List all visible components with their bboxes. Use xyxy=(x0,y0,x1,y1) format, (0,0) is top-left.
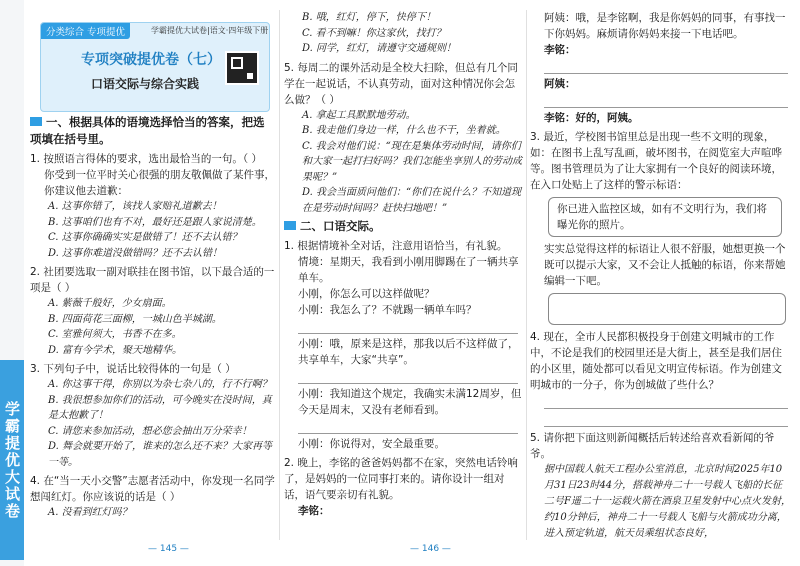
question-5: 5. 每周二的课外活动是全校大扫除，但总有几个同学在一起说话，不认真劳动，面对这种情况你会怎么做？（ ） A. 拿起工具默默地劳动。 B. 我走他们身边一样，什么也不干，坐着就。 C. 我会对他们说：“现在是集体劳动时间，请你们和大家一起打扫好吗？我们怎能坐享别人的劳动成果呢？” D. 我会当面质问他们：“你们在说什么？不知道现在是劳动时间吗？赶快扫地吧！” xyxy=(284,61,522,214)
page-number-right: — 146 — xyxy=(410,544,451,554)
column-divider xyxy=(526,10,527,540)
answer-line[interactable] xyxy=(298,318,518,334)
section-heading: 二、口语交际。 xyxy=(284,218,522,235)
answer-line[interactable] xyxy=(544,58,788,74)
oral-question-2: 2. 晚上，李铭的爸爸妈妈都不在家，突然电话铃响了，是妈妈的一位同事打来的。请你设计一组对话，语气要亲切有礼貌。 李铭： xyxy=(284,457,518,517)
category-tag: 分类综合 专项提优 xyxy=(41,23,130,39)
oral-question-1: 1. 根据情境补全对话，注意用语恰当，有礼貌。 情境：星期天，我看到小刚用脚踢在了一辆共享单车。 小刚，你怎么可以这样做呢？ 小刚：我怎么了？不就踢一辆单车吗？ 小刚：哦，原来是这样，那我以后不这样做了，共享单车，大家“共享”。 小刚：我知道这个规定，我确实未满12周岁，但今天是周末，又没有老师看到。 小刚：你说得对，安全最重要。 xyxy=(284,240,522,450)
header-box xyxy=(40,22,270,112)
answer-line[interactable] xyxy=(298,368,518,384)
page-number-left: — 145 — xyxy=(148,544,189,554)
spine xyxy=(0,0,24,566)
warning-sign-box: 你已进入监控区域，如有不文明行为，我们将曝光你的照片。 xyxy=(548,197,782,237)
answer-line[interactable] xyxy=(544,393,788,409)
column-2: B. 哦，红灯，停下，快停下！ C. 看不到嘛！你这家伙，找打？ D. 同学，红灯，请遵守交通规则！ 5. 每周二的课外活动是全校大扫除，但总有几个同学在一起说话，不认真劳动，面对这种情况你会怎么做？（ ） A. 拿起工具默默地劳动。 B. 我走他们身边一样，什么也不干，坐着就。 C. 我会对他们说：“现在是集体劳动时间，请你们和大家一起打扫好吗？我们怎能坐享别人的劳动成果呢？” D. 我会当面质问他们：“你们在说什么？不知道现在是劳动时间吗？赶快扫地吧！” 二、口语交际。 1. 根据情境补全对话，注意用语恰当，有礼貌。 情境：星期天，我看到小刚用脚踢在了一辆共享单车。 小刚，你怎么可以这样做呢？ 小刚：我怎么了？不就踢一辆单车吗？ 小刚：哦，原来是这样，那我以后不这样做了，共享单车，大家“共享”。 小刚：我知道这个规定，我确实未满12周岁，但今天是周末，又没有老师看到。 小刚：你说得对，安全最重要。 2. 晚上，李铭的爸爸妈妈都不在家，突然电话铃响了，是妈妈的一位同事打来的。请你设计一组对话，语气要亲切有礼貌。 李铭： xyxy=(284,12,522,517)
series-label: 学霸提优大试卷|语文·四年级下册 xyxy=(151,26,269,35)
news-passage: 据中国载人航天工程办公室消息，北京时间2025年10月31日23时44分，搭载神舟二十一号载人飞船的长征二号F遥二十一运载火箭在酒泉卫星发射中心点火发射，约10分钟后，神舟二十一号载人飞船与火箭成功分离，进入预定轨道，航天员乘组状态良好， xyxy=(544,464,791,539)
spine-banner: 学霸提优大试卷 xyxy=(0,360,24,560)
question-3: 3. 最近，学校图书馆里总是出现一些不文明的现象，如：在图书上乱写乱画，破坏图书，在阅览室大声喧哗等。图书管理员为了让大家拥有一个良好的阅读环境，在入口处贴上了这样的警示标语： 你已进入监控区域，如有不文明行为，我们将曝光你的照片。 实实总觉得这样的标语让人很不舒服，她想更换一个既可以提示大家，又不会让人抵触的标语，你来帮她编辑一下吧。 xyxy=(530,129,792,325)
page-title: 专项突破提优卷（七） xyxy=(81,52,221,68)
question-3: 3. 下列句子中，说话比较得体的一句是（ ） A. 你这事干得，你别以为杂七杂八的，行不行啊？ B. 我很想参加你们的活动，可今晚实在没时间，真是太抱歉了！ C. 请您来参加活动，想必您会抽出万分荣幸！ D. 舞会就要开始了，谁来的怎么还不来？大家再等一等。 xyxy=(30,363,273,468)
question-4: 4. 现在，全市人民都积极投身于创建文明城市的工作中，不论是我们的校园里还是大街上，甚至是我们居住的小区里，随处都可以看见文明宣传标语。作为创建文明城市的一分子，你为创城做了些什么？ xyxy=(530,329,792,427)
answer-line[interactable] xyxy=(298,418,518,434)
question-4: 4. 在“当一天小交警”志愿者活动中，你发现一名同学想闯红灯。你应该说的话是（ ） A. 没看到红灯吗？ xyxy=(30,475,275,518)
column-divider xyxy=(279,10,280,540)
qr-code-icon xyxy=(225,51,259,85)
question-2: 2. 社团要选取一副对联挂在图书馆，以下最合适的一项是（ ） A. 紫薇千般好，少女扇面。 B. 四面荷花三面柳，一城山色半城湖。 C. 室雅何须大，书香不在多。 D. 富有今学术，聚天地精华。 xyxy=(30,266,275,356)
question-1: 1. 按照语言得体的要求，选出最恰当的一句。（ ） 你受到一位平时关心很强的朋友敬佩做了某件事，你建议他去道歉： A. 这事你错了，该找人家赔礼道歉去！ B. 这事咱们也有不对，最好还是跟人家说清楚。 C. 这事你确确实实是做错了！还不去认错？ D. 这事你难道没做错吗？还不去认错！ xyxy=(30,153,275,259)
answer-line[interactable] xyxy=(544,411,788,427)
answer-box[interactable] xyxy=(548,293,786,325)
page-subtitle: 口语交际与综合实践 xyxy=(91,77,200,91)
answer-line[interactable] xyxy=(544,92,788,108)
question-5: 5. 请你把下面这则新闻概括后转述给喜欢看新闻的爷爷。 据中国载人航天工程办公室消息，北京时间2025年10月31日23时44分，搭载神舟二十一号载人飞船的长征二号F遥二十一运载火箭在酒泉卫星发射中心点火发射，约10分钟后，神舟二十一号载人飞船与火箭成功分离，进入预定轨道，航天员乘组状态良好， xyxy=(530,430,792,542)
column-1 xyxy=(30,112,275,521)
column-3: 阿姨：哦，是李铭啊，我是你妈妈的同事，有事找一下你妈妈。麻烦请你妈妈来接一下电话吧。 李铭： 阿姨： 李铭：好的，阿姨。 3. 最近，学校图书馆里总是出现一些不文明的现象，如：在图书上乱写乱画，破坏图书，在阅览室大声喧哗等。图书管理员为了让大家拥有一个良好的阅读环境，在入口处贴上了这样的警示标语： 你已进入监控区域，如有不文明行为，我们将曝光你的照片。 实实总觉得这样的标语让人很不舒服，她想更换一个既可以提示大家，又不会让人抵触的标语，你来帮她编辑一下吧。 4. 现在，全市人民都积极投身于创建文明城市的工作中，不论是我们的校园里还是大街上，甚至是我们居住的小区里，随处都可以看见文明宣传标语。作为创建文明城市的一分子，你为创城做了些什么？ 5. 请你把下面这则新闻概括后转述给喜欢看新闻的爷爷。 据中国载人航天工程办公室消息，北京时间2025年10月31日23时44分，搭载神舟二十一号载人飞船的长征二号F遥二十一运载火箭在酒泉卫星发射中心点火发射，约10分钟后，神舟二十一号载人飞船与火箭成功分离，进入预定轨道，航天员乘组状态良好， xyxy=(530,10,792,542)
section-heading: 一、根据具体的语境选择恰当的答案，把选项填在括号里。 xyxy=(30,115,265,146)
